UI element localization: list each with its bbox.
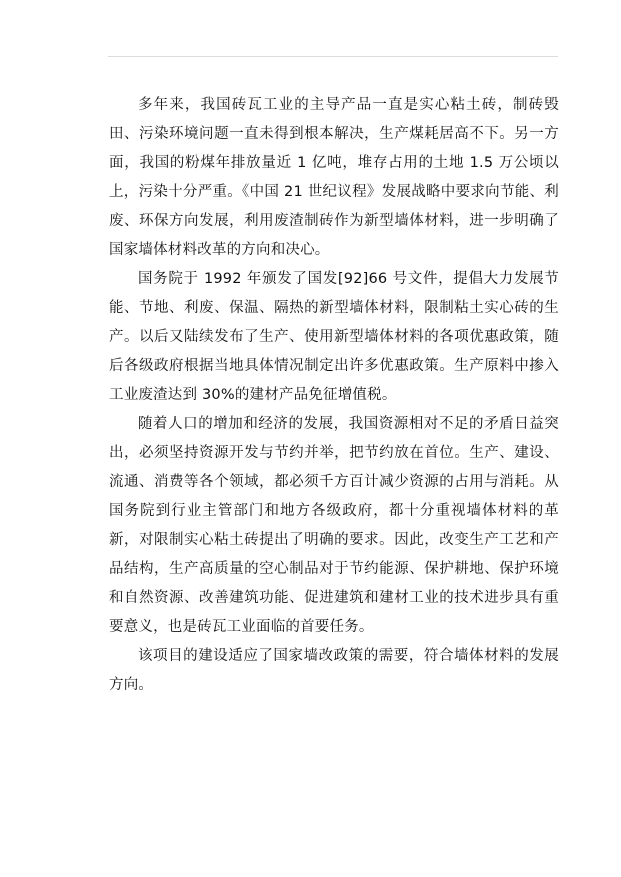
- paragraph-4: 该项目的建设适应了国家墙改政策的需要，符合墙体材料的发展方向。: [109, 648, 559, 693]
- paragraph-1: 多年来，我国砖瓦工业的主导产品一直是实心粘土砖，制砖毁田、污染环境问题一直未得到根本解决，生产煤耗居高不下。另一方面，我国的粉煤年排放量近 1 亿吨，堆存占用的土地 1.5 万公顷以上，污染十分严重。《中国 21 世纪议程》发展战略中要求向节能、利废、环保方向发展，利用废渣制砖作为新型墙体材料，进一步明确了国家墙体材料改革的方向和决心。: [109, 97, 559, 258]
- header-rule: [108, 56, 558, 57]
- body-text: [109, 91, 559, 700]
- paragraph-3: 随着人口的增加和经济的发展，我国资源相对不足的矛盾日益突出，必须坚持资源开发与节约并举，把节约放在首位。生产、建设、流通、消费等各个领域，都必须千方百计减少资源的占用与消耗。从国务院到行业主管部门和地方各级政府，都十分重视墙体材料的革新，对限制实心粘土砖提出了明确的要求。因此，改变生产工艺和产品结构，生产高质量的空心制品对于节约能源、保护耕地、保护环境和自然资源、改善建筑功能、促进建筑和建材工业的技术进步具有重要意义，也是砖瓦工业面临的首要任务。: [109, 416, 559, 635]
- paragraph-2: 国务院于 1992 年颁发了国发[92]66 号文件，提倡大力发展节能、节地、利废、保温、隔热的新型墙体材料，限制粘土实心砖的生产。以后又陆续发布了生产、使用新型墙体材料的各项优惠政策，随后各级政府根据当地具体情况制定出许多优惠政策。生产原料中掺入工业废渣达到 30%的建材产品免征增值税。: [109, 271, 559, 403]
